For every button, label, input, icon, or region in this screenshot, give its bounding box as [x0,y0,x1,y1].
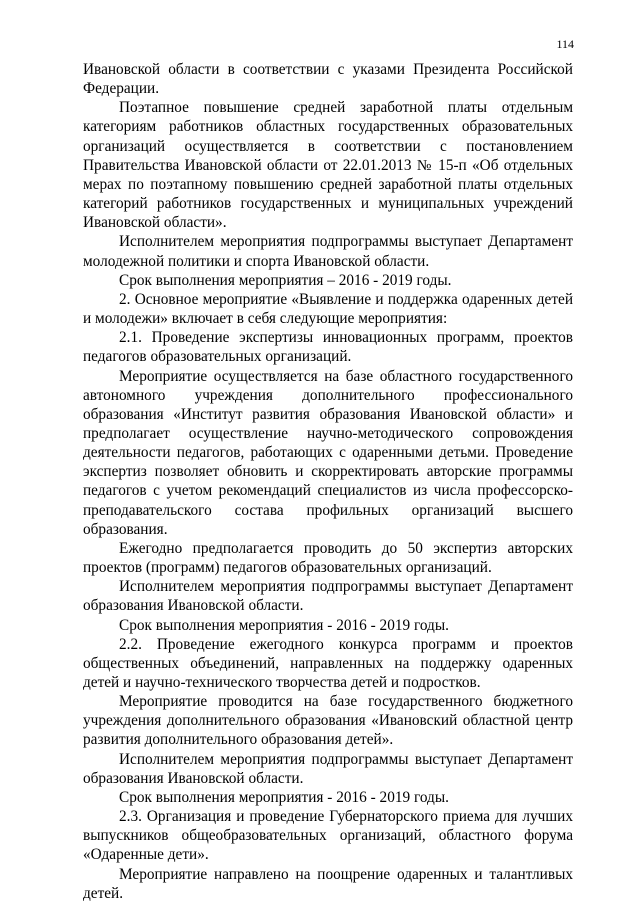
document-body [83,60,573,903]
paragraph: Срок выполнения мероприятия – 2016 - 2019 годы. [119,271,452,289]
paragraph: Поэтапное повышение средней заработной платы отдельным категориям работников областных государственных образовательных организаций осуществляется в соответствии с постановлением Правительства Ивановской области от 22.01.2013 № 15-п «Об отдельных мерах по поэтапному повышению средней заработной платы отдельных категорий работников государственных и муниципальных учреждений Ивановской области». [83,99,573,232]
paragraph: Срок выполнения мероприятия - 2016 - 2019 годы. [119,788,449,806]
paragraph: 2.2. Проведение ежегодного конкурса программ и проектов общественных объединений, направленных на поддержку одаренных детей и научно-технического творчества детей и подростков. [83,635,573,691]
paragraph: 2. Основное мероприятие «Выявление и поддержка одаренных детей и молодежи» включает в себя следующие мероприятия: [83,290,573,328]
page-number: 114 [556,37,574,51]
paragraph: Мероприятие проводится на базе государственного бюджетного учреждения дополнительного образования «Ивановский областной центр развития дополнительного образования детей». [83,693,573,749]
paragraph: Срок выполнения мероприятия - 2016 - 2019 годы. [119,616,449,634]
paragraph: Мероприятие осуществляется на базе областного государственного автономного учреждения дополнительного профессионального образования «Институт развития образования Ивановской области» и предполагает осуществление научно-методического сопровождения деятельности педагогов, работающих с одаренными детьми. Проведение экспертиз позволяет обновить и скорректировать авторские программы педагогов с учетом рекомендаций специалистов из числа профессорско-преподавательского состава профильных организаций высшего образования. [83,367,573,538]
paragraph: Исполнителем мероприятия подпрограммы выступает Департамент образования Ивановской области. [83,750,573,787]
paragraph: Ивановской области в соответствии с указами Президента Российской Федерации. [83,61,573,98]
paragraph: Исполнителем мероприятия подпрограммы выступает Департамент образования Ивановской области. [83,578,573,615]
paragraph: Мероприятие направлено на поощрение одаренных и талантливых детей. [83,865,573,902]
paragraph: 2.3. Организация и проведение Губернаторского приема для лучших выпускников общеобразовательных организаций, областного форума «Одаренные дети». [83,808,573,864]
paragraph: Исполнителем мероприятия подпрограммы выступает Департамент молодежной политики и спорта Ивановской области. [83,233,573,270]
paragraph: 2.1. Проведение экспертизы инновационных программ, проектов педагогов образовательных организаций. [83,329,573,366]
paragraph: Ежегодно предполагается проводить до 50 экспертиз авторских проектов (программ) педагогов образовательных организаций. [83,539,573,577]
